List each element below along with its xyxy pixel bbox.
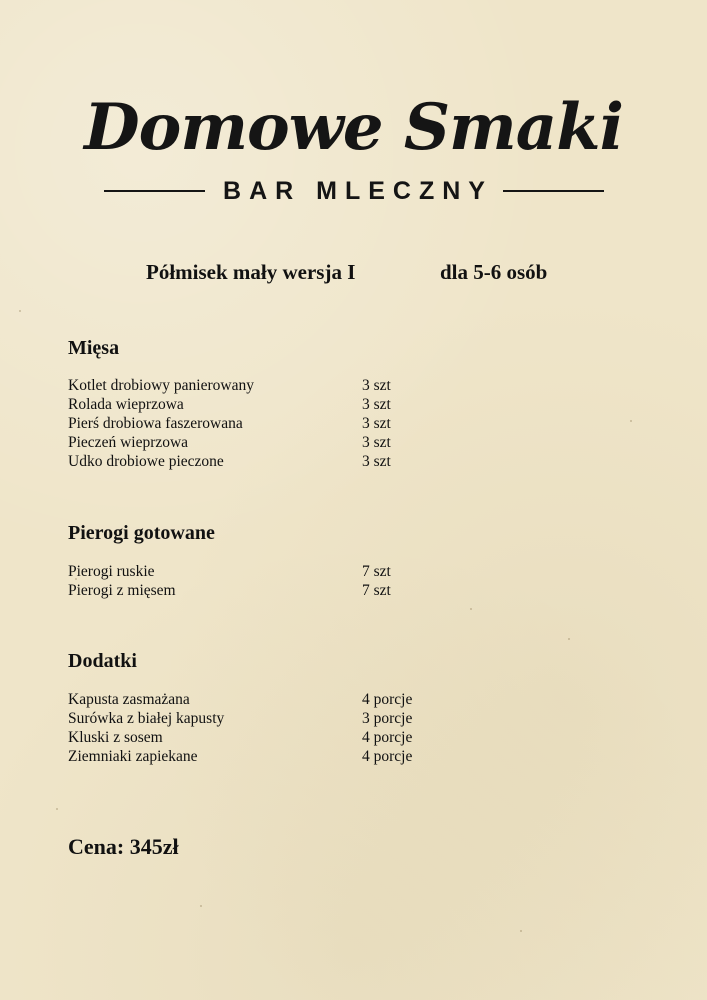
item-qty: 3 szt (362, 396, 391, 413)
item-name: Surówka z białej kapusty (68, 710, 225, 727)
price-label: Cena: 345zł (68, 834, 179, 859)
brand-subtitle-row (104, 176, 604, 206)
item-qty: 7 szt (362, 582, 391, 599)
list-item (68, 581, 488, 600)
list-item (68, 690, 488, 709)
divider-right (503, 190, 604, 192)
item-qty: 3 szt (362, 377, 391, 394)
paper-speck (470, 608, 472, 610)
section-title-dodatki: Dodatki (68, 650, 137, 672)
item-qty: 7 szt (362, 563, 391, 580)
item-name: Ziemniaki zapiekane (68, 748, 198, 765)
list-item (68, 709, 488, 728)
item-qty: 4 porcje (362, 729, 413, 746)
servings-label: dla 5-6 osób (440, 260, 548, 284)
list-item (68, 433, 488, 452)
item-name: Pierogi ruskie (68, 563, 155, 580)
section-title-pierogi: Pierogi gotowane (68, 522, 215, 544)
logo (0, 88, 707, 205)
list-item (68, 728, 488, 747)
item-qty: 3 szt (362, 453, 391, 470)
item-name: Pierogi z mięsem (68, 582, 176, 599)
section-items-mięsa (68, 376, 488, 471)
paper-speck (520, 930, 522, 932)
item-qty: 3 szt (362, 415, 391, 432)
paper-speck (56, 808, 58, 810)
item-name: Udko drobiowe pieczone (68, 453, 224, 470)
paper-speck (19, 310, 21, 312)
list-item (68, 747, 488, 766)
brand-subtitle: BAR MLECZNY (223, 176, 493, 205)
list-item (68, 562, 488, 581)
list-item (68, 414, 488, 433)
item-name: Kluski z sosem (68, 729, 163, 746)
paper-speck (568, 638, 570, 640)
item-name: Kotlet drobiowy panierowany (68, 377, 254, 394)
list-item (68, 376, 488, 395)
item-qty: 3 porcje (362, 710, 413, 727)
paper-speck (630, 420, 632, 422)
item-name: Rolada wieprzowa (68, 396, 184, 413)
menu-title: Półmisek mały wersja I (146, 260, 356, 284)
item-name: Pieczeń wieprzowa (68, 434, 189, 451)
divider-left (104, 190, 205, 192)
item-qty: 4 porcje (362, 691, 413, 708)
section-items-dodatki (68, 690, 488, 766)
brand-name: Domowe Smaki (84, 90, 623, 165)
item-name: Pierś drobiowa faszerowana (68, 415, 243, 432)
section-title-mięsa: Mięsa (68, 337, 120, 359)
item-qty: 3 szt (362, 434, 391, 451)
list-item (68, 452, 488, 471)
item-name: Kapusta zasmażana (68, 691, 190, 708)
item-qty: 4 porcje (362, 748, 413, 765)
paper-speck (200, 905, 202, 907)
list-item (68, 395, 488, 414)
section-items-pierogi (68, 562, 488, 600)
